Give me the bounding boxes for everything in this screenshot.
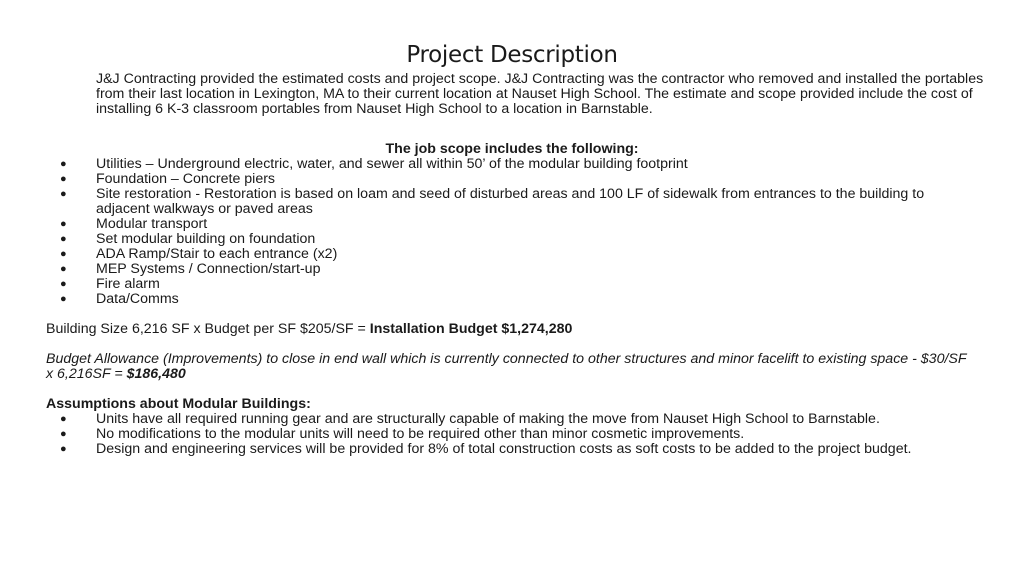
list-item-text: ADA Ramp/Stair to each entrance (x2) xyxy=(96,246,338,262)
list-item xyxy=(60,217,965,232)
bullet-icon: ● xyxy=(60,443,67,455)
list-item xyxy=(60,247,965,262)
list-item-text: Modular transport xyxy=(96,216,208,232)
list-item-text: Foundation – Concrete piers xyxy=(96,171,276,187)
bullet-icon: ● xyxy=(60,413,67,425)
building-size-text: Building Size 6,216 SF x Budget per SF $205/SF = xyxy=(46,321,370,337)
assumptions-heading: Assumptions about Modular Buildings: xyxy=(46,396,311,412)
bullet-icon: ● xyxy=(60,428,67,440)
bullet-icon: ● xyxy=(60,278,67,290)
list-item-text: Design and engineering services will be provided for 8% of total construction costs as soft costs to be added to the project budget. xyxy=(96,441,912,457)
list-item-text: Site restoration - Restoration is based on loam and seed of disturbed areas and 100 LF of sidewalk from entrances to the building to adjacent walkways or paved areas xyxy=(96,186,925,217)
budget-allowance-text: Budget Allowance (Improvements) to close in end wall which is currently connected to other structures and minor facelift to existing space - $30/SF x 6,216SF = xyxy=(46,351,967,382)
installation-budget: Installation Budget $1,274,280 xyxy=(369,321,573,337)
list-item xyxy=(60,172,965,187)
list-item xyxy=(60,292,965,307)
list-item-text: Utilities – Underground electric, water, and sewer all within 50’ of the modular building footprint xyxy=(96,156,688,172)
assumptions-list xyxy=(60,412,965,457)
scope-list xyxy=(60,157,965,307)
list-item xyxy=(60,157,965,172)
list-item xyxy=(60,412,965,427)
list-item xyxy=(60,442,965,457)
bullet-icon: ● xyxy=(60,293,67,305)
budget-allowance-total: $186,480 xyxy=(126,366,186,382)
bullet-icon: ● xyxy=(60,263,67,275)
bullet-icon: ● xyxy=(60,158,67,170)
page-title: Project Description xyxy=(406,42,618,68)
bullet-icon: ● xyxy=(60,218,67,230)
list-item xyxy=(60,277,965,292)
bullet-icon: ● xyxy=(60,248,67,260)
bullet-icon: ● xyxy=(60,173,67,185)
list-item-text: Fire alarm xyxy=(96,276,160,292)
list-item xyxy=(60,232,965,247)
list-item-text: No modifications to the modular units will need to be required other than minor cosmetic improvements. xyxy=(96,426,745,442)
list-item-text: Data/Comms xyxy=(96,291,179,307)
list-item-text: Units have all required running gear and are structurally capable of making the move from Nauset High School to Barnstable. xyxy=(96,411,880,427)
scope-heading: The job scope includes the following: xyxy=(385,141,639,157)
list-item xyxy=(60,262,965,277)
list-item xyxy=(60,187,965,217)
list-item-text: Set modular building on foundation xyxy=(96,231,316,247)
bullet-icon: ● xyxy=(60,188,67,200)
list-item-text: MEP Systems / Connection/start-up xyxy=(96,261,321,277)
list-item xyxy=(60,427,965,442)
bullet-icon: ● xyxy=(60,233,67,245)
intro-paragraph: J&J Contracting provided the estimated costs and project scope. J&J Contracting was the contractor who removed and installed the portables from their last location in Lexington, MA to their current location at Nauset High School. The estimate and scope provided include the cost of installing 6 K-3 classroom portables from Nauset High School to a location in Barnstable. xyxy=(96,71,984,117)
building-size-line xyxy=(46,322,976,337)
budget-allowance-line xyxy=(46,352,976,382)
